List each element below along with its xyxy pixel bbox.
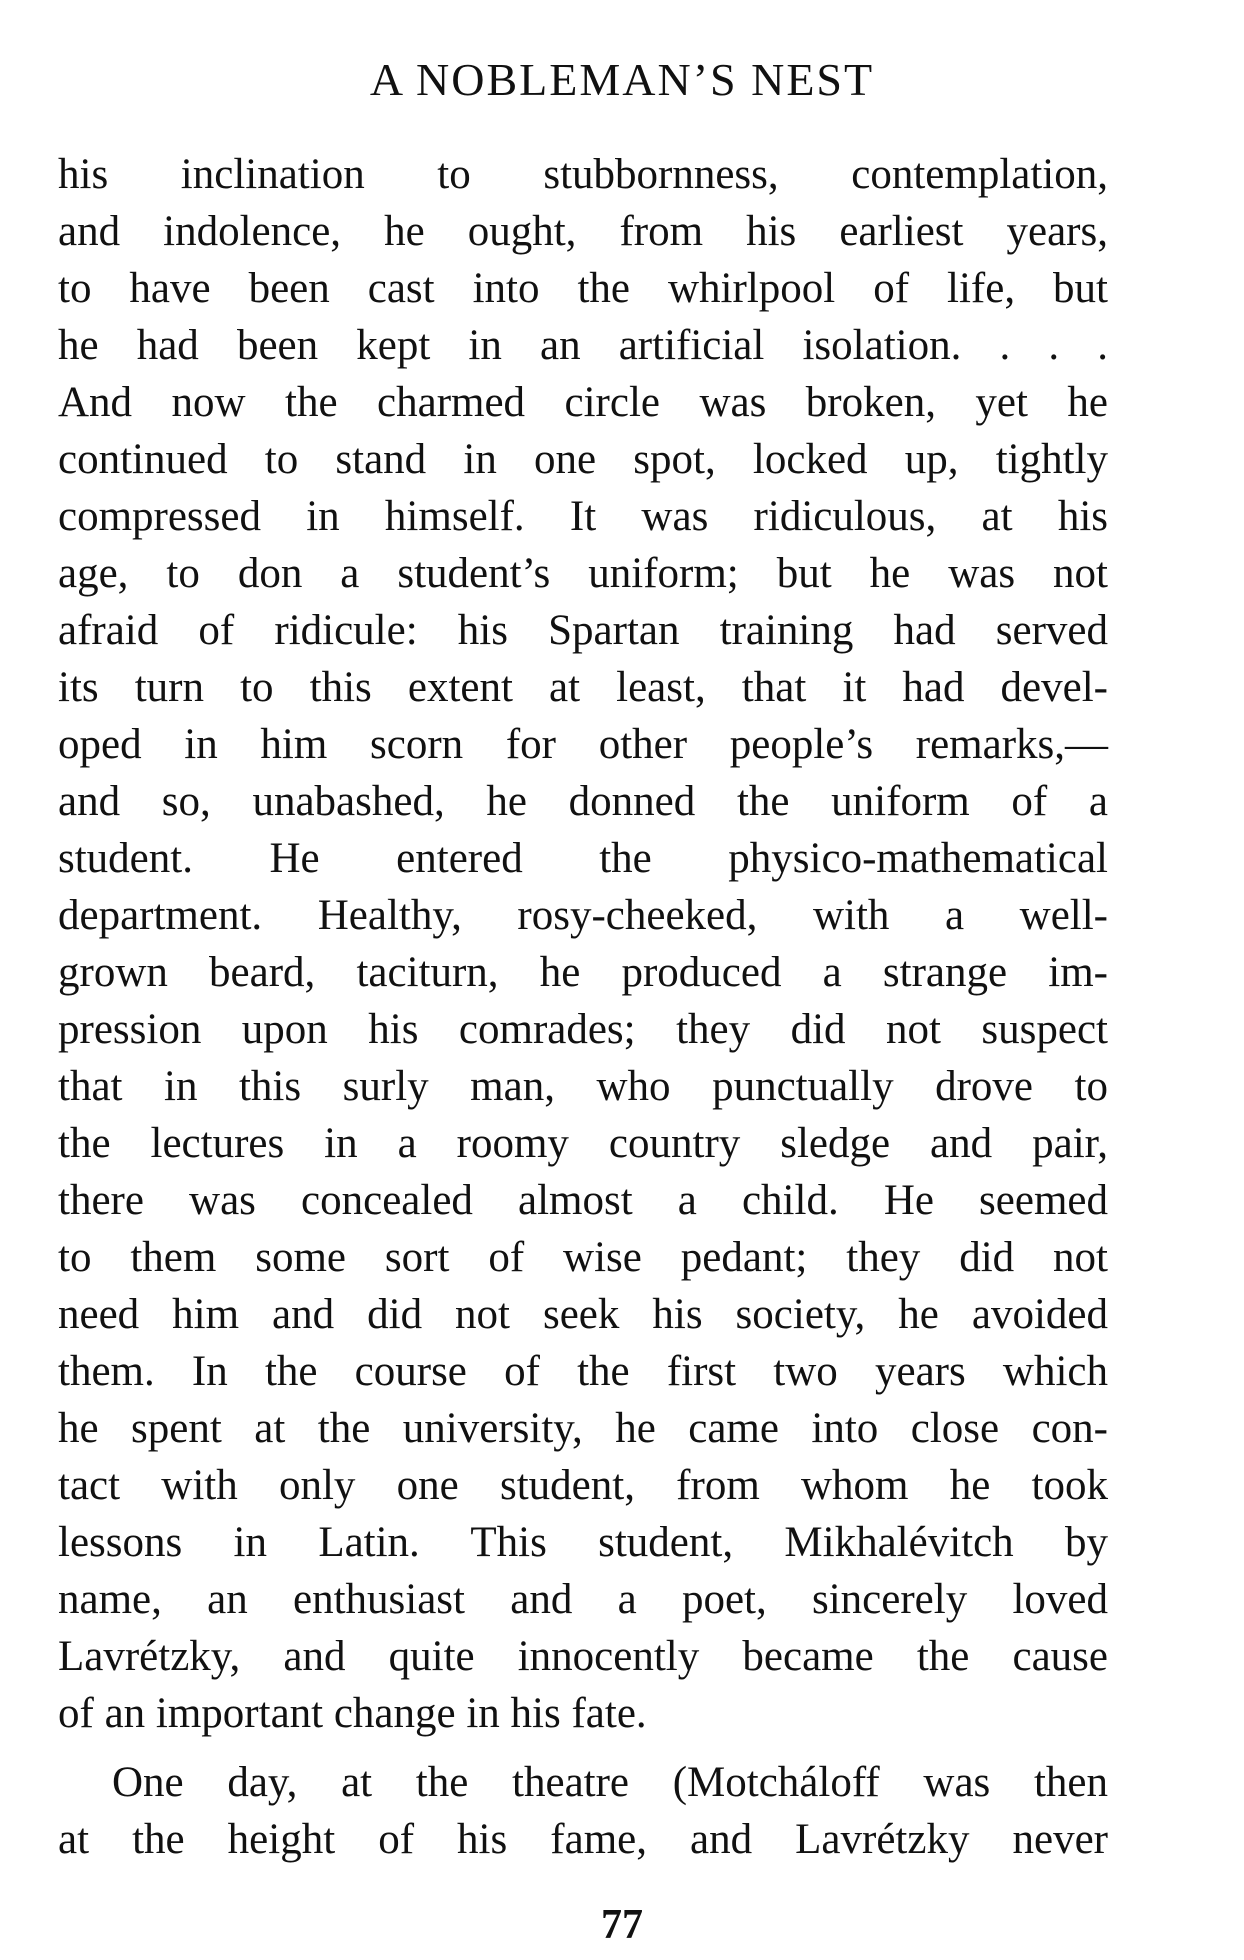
text-line: he spent at the university, he came into close con- <box>58 1405 1108 1452</box>
text-line: that in this surly man, who punctually drove to <box>58 1063 1108 1110</box>
text-line: grown beard, taciturn, he produced a strange im- <box>58 949 1108 996</box>
paragraph-1 <box>58 146 1108 1742</box>
text-line: its turn to this extent at least, that it had devel- <box>58 664 1108 711</box>
page-number: 77 <box>601 1902 643 1948</box>
text-line: oped in him scorn for other people’s remarks,— <box>58 721 1108 768</box>
paragraph-2 <box>58 1754 1108 1868</box>
body-text <box>58 146 1108 1868</box>
text-line: his inclination to stubbornness, contemplation, <box>58 151 1108 198</box>
text-line: Lavrétzky, and quite innocently became the cause <box>58 1633 1108 1680</box>
text-line: name, an enthusiast and a poet, sincerely loved <box>58 1576 1108 1623</box>
text-line: he had been kept in an artificial isolation. . . . <box>58 322 1108 369</box>
text-line: pression upon his comrades; they did not suspect <box>58 1006 1108 1053</box>
text-line: And now the charmed circle was broken, yet he <box>58 379 1108 426</box>
text-line: to them some sort of wise pedant; they did not <box>58 1234 1108 1281</box>
text-line: and so, unabashed, he donned the uniform of a <box>58 778 1108 825</box>
text-line: One day, at the theatre (Motcháloff was then <box>112 1759 1108 1806</box>
text-line: to have been cast into the whirlpool of life, but <box>58 265 1108 312</box>
text-line: continued to stand in one spot, locked up, tightly <box>58 436 1108 483</box>
text-line: student. He entered the physico-mathematical <box>58 835 1108 882</box>
text-line: lessons in Latin. This student, Mikhalévitch by <box>58 1519 1108 1566</box>
running-head: A NOBLEMAN’S NEST <box>369 54 875 105</box>
text-line: afraid of ridicule: his Spartan training had served <box>58 607 1108 654</box>
text-line: tact with only one student, from whom he took <box>58 1462 1108 1509</box>
text-line: the lectures in a roomy country sledge and pair, <box>58 1120 1108 1167</box>
text-line: there was concealed almost a child. He seemed <box>58 1177 1108 1224</box>
text-line: at the height of his fame, and Lavrétzky never <box>58 1816 1108 1863</box>
text-line: need him and did not seek his society, he avoided <box>58 1291 1108 1338</box>
text-line: compressed in himself. It was ridiculous, at his <box>58 493 1108 540</box>
text-line: of an important change in his fate. <box>58 1690 647 1737</box>
text-line: department. Healthy, rosy-cheeked, with a well- <box>58 892 1108 939</box>
text-line: and indolence, he ought, from his earliest years, <box>58 208 1108 255</box>
text-line: age, to don a student’s uniform; but he was not <box>58 550 1108 597</box>
text-line: them. In the course of the first two years which <box>58 1348 1108 1395</box>
